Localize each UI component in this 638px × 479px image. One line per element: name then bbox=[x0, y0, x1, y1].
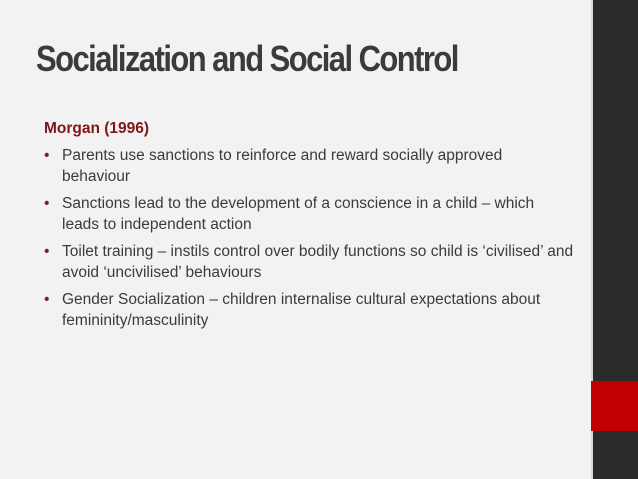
bullet-list bbox=[44, 145, 574, 331]
slide-body bbox=[44, 118, 574, 337]
bullet-item bbox=[44, 289, 574, 331]
bullet-marker: • bbox=[44, 147, 50, 164]
slide-title: Socialization and Social Control bbox=[36, 38, 458, 79]
bullet-text: Gender Socialization – children internalise cultural expectations about femininity/masculinity bbox=[62, 291, 541, 329]
accent-block bbox=[591, 381, 638, 431]
bullet-marker: • bbox=[44, 291, 50, 308]
bullet-item bbox=[44, 193, 574, 235]
bullet-item bbox=[44, 241, 574, 283]
bullet-text: Parents use sanctions to reinforce and reward socially approved behaviour bbox=[62, 147, 503, 185]
bullet-item bbox=[44, 145, 574, 187]
bullet-marker: • bbox=[44, 243, 50, 260]
bullet-marker: • bbox=[44, 195, 50, 212]
bullet-text: Sanctions lead to the development of a conscience in a child – which leads to independent action bbox=[62, 195, 535, 233]
bullet-text: Toilet training – instils control over bodily functions so child is ‘civilised’ and avoid ‘uncivilised’ behaviours bbox=[62, 243, 574, 281]
section-heading: Morgan (1996) bbox=[44, 120, 150, 137]
